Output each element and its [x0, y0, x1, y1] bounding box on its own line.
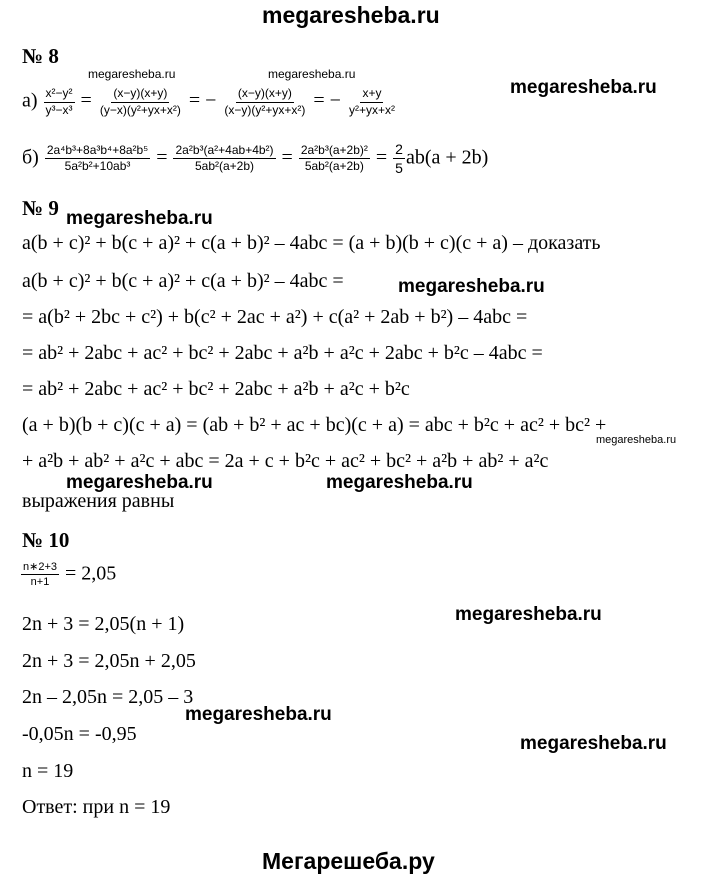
fraction	[98, 86, 183, 118]
watermark-small: megaresheba.ru	[596, 434, 677, 446]
equals-sign: =	[375, 146, 388, 169]
fraction-numerator: (x−y)(x+y)	[236, 86, 294, 103]
task-9-line: = a(b² + 2bc + c²) + b(c² + 2ac + a²) + c(a² + 2ab + b²) – 4abc =	[22, 306, 528, 328]
equals-sign: = −	[313, 89, 341, 112]
fraction	[44, 86, 75, 118]
task-9-line: (a + b)(b + c)(c + a) = (ab + b² + ac + bc)(c + a) = abc + b²c + ac² + bc² +	[22, 414, 607, 436]
equals-sign: =	[80, 89, 92, 112]
watermark-side: megaresheba.ru	[185, 704, 332, 725]
fraction-denominator: y²+yx+x²	[348, 102, 395, 117]
task-9-conclusion: выражения равны	[22, 490, 175, 512]
watermark-top: megaresheba.ru	[262, 2, 440, 28]
task-9-line: a(b + c)² + b(c + a)² + c(a + b)² – 4abc =	[22, 270, 344, 292]
watermark-side: megaresheba.ru	[66, 472, 213, 493]
task-8a-equation	[22, 86, 398, 118]
watermark-side: megaresheba.ru	[66, 208, 213, 229]
fraction-denominator: 5	[395, 160, 403, 177]
fraction-numerator: 2a⁴b³+8a³b⁴+8a²b⁵	[45, 143, 150, 160]
watermark-small: megaresheba.ru	[268, 67, 356, 81]
task-9-line: = ab² + 2abc + ac² + bc² + 2abc + a²b + a²c + 2abc + b²c – 4abc =	[22, 342, 543, 364]
watermark-side: megaresheba.ru	[398, 276, 545, 297]
fraction-numerator: 2a²b³(a+2b)²	[299, 143, 370, 160]
fraction-denominator: 5ab²(a+2b)	[194, 159, 255, 174]
fraction-numerator: 2	[393, 140, 405, 159]
watermark-side: megaresheba.ru	[510, 77, 657, 98]
task-10-answer: Ответ: при n = 19	[22, 796, 171, 818]
task-8b-label: б)	[22, 146, 39, 169]
task-8-number: № 8	[22, 44, 59, 68]
fraction-denominator: n+1	[30, 576, 50, 589]
fraction-denominator: 5ab²(a+2b)	[304, 159, 364, 174]
task-10-line: -0,05n = -0,95	[22, 723, 137, 745]
fraction	[173, 143, 275, 175]
task-10-line: 2n + 3 = 2,05(n + 1)	[22, 613, 185, 635]
fraction-numerator: n∗2+3	[21, 560, 59, 575]
watermark-side: megaresheba.ru	[326, 472, 473, 493]
task-10-line: 2n + 3 = 2,05n + 2,05	[22, 650, 196, 672]
equation-rhs: = 2,05	[65, 562, 117, 585]
task-9-line: a(b + c)² + b(c + a)² + c(a + b)² – 4abc = (a + b)(b + c)(c + a) – доказать	[22, 232, 601, 254]
fraction-numerator: x+y	[360, 86, 383, 103]
fraction-denominator: (x−y)(y²+yx+x²)	[224, 102, 306, 117]
task-10-number: № 10	[22, 528, 70, 552]
fraction	[393, 140, 405, 177]
equals-sign: =	[281, 146, 293, 169]
fraction	[45, 143, 150, 175]
task-9-line: + a²b + ab² + a²c + abc = 2a + c + b²c + ac² + bc² + a²b + ab² + a²c	[22, 450, 549, 472]
fraction	[347, 86, 397, 118]
fraction-denominator: y³−x³	[45, 102, 73, 117]
fraction	[21, 560, 59, 590]
fraction-numerator: x²−y²	[44, 86, 75, 103]
task-8b-tail: ab(a + 2b)	[405, 146, 489, 169]
equals-sign: = −	[188, 89, 217, 112]
watermark-side: megaresheba.ru	[520, 733, 667, 754]
fraction	[299, 143, 370, 175]
task-10-equation	[20, 560, 116, 590]
task-8b-equation	[22, 140, 488, 177]
fraction-numerator: 2a²b³(a²+4ab+4b²)	[173, 143, 275, 160]
watermark-small: megaresheba.ru	[88, 67, 176, 81]
fraction	[222, 86, 307, 118]
task-10-line: 2n – 2,05n = 2,05 – 3	[22, 686, 194, 708]
task-10-line: n = 19	[22, 760, 74, 782]
fraction-numerator: (x−y)(x+y)	[111, 86, 169, 103]
watermark-footer: Мегарешеба.ру	[262, 848, 435, 874]
fraction-denominator: 5a²b²+10ab³	[64, 159, 131, 174]
task-9-line: = ab² + 2abc + ac² + bc² + 2abc + a²b + a²c + b²c	[22, 378, 410, 400]
task-9-number: № 9	[22, 196, 59, 220]
equals-sign: =	[156, 146, 168, 169]
fraction-denominator: (y−x)(y²+yx+x²)	[99, 102, 181, 117]
watermark-side: megaresheba.ru	[455, 604, 602, 625]
task-8a-label: а)	[22, 89, 38, 112]
